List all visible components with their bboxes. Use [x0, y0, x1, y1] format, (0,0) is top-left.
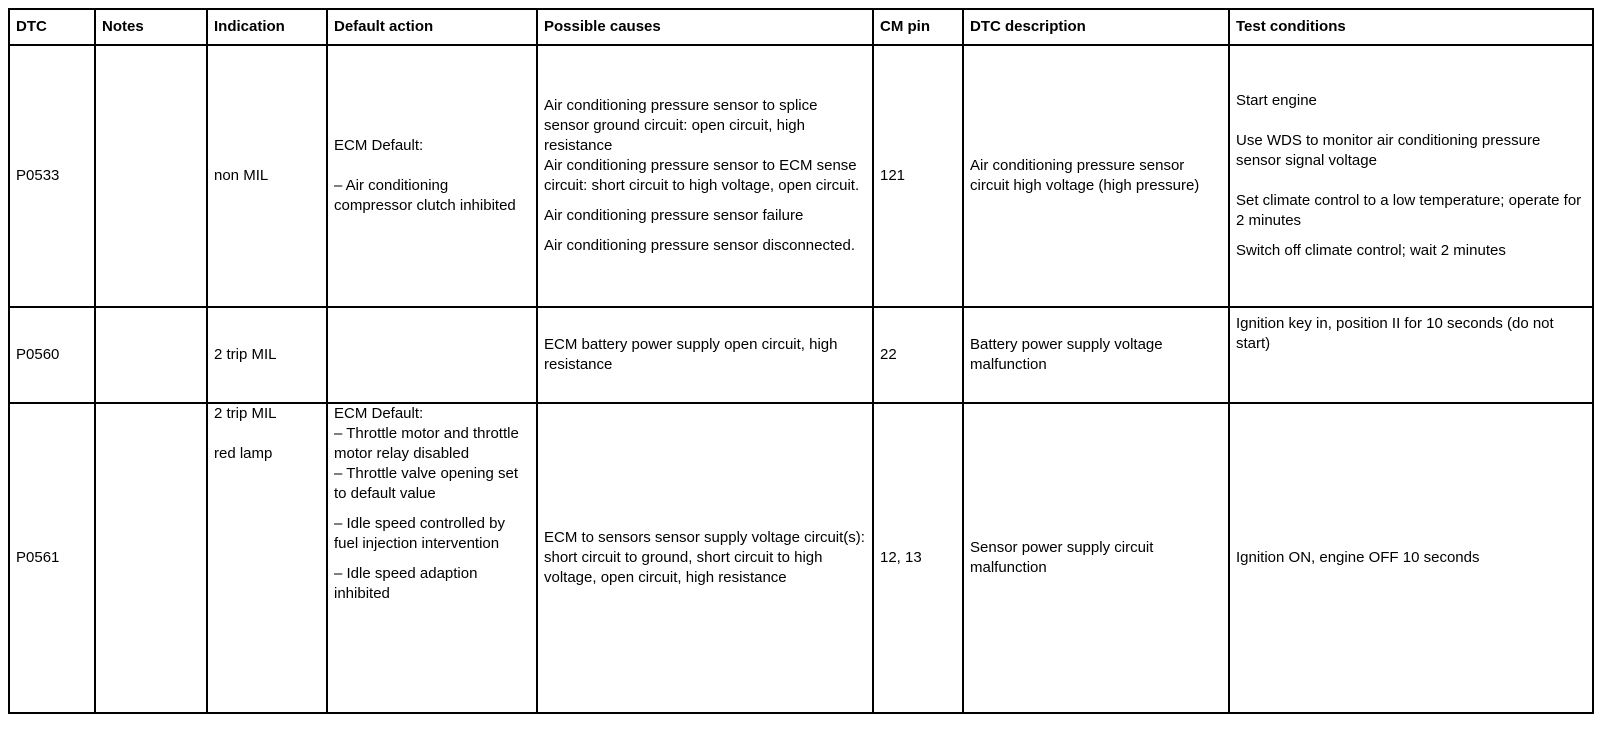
table-row — [9, 403, 1593, 713]
header-indication: Indication — [207, 9, 327, 45]
dtc-code: P0560 — [9, 307, 95, 403]
test-conditions-cell — [1229, 45, 1593, 307]
notes-cell — [95, 403, 207, 713]
dtc-code: P0561 — [9, 403, 95, 713]
default-action-title: ECM Default: — [334, 137, 424, 154]
default-action-item: – Air conditioning compressor clutch inhibited — [334, 177, 516, 214]
test-condition: Use WDS to monitor air conditioning pressure sensor signal voltage — [1236, 132, 1541, 169]
indication-line: 2 trip MIL — [214, 405, 277, 422]
possible-causes-cell — [537, 45, 873, 307]
test-conditions-cell: Ignition key in, position II for 10 seconds (do not start) — [1229, 307, 1593, 403]
cm-pin-cell: 121 — [873, 45, 963, 307]
default-action-title: ECM Default: — [334, 405, 424, 422]
header-dtc-description: DTC description — [963, 9, 1229, 45]
default-action-item: – Throttle motor and throttle motor relay disabled — [334, 425, 519, 462]
possible-cause: Air conditioning pressure sensor failure — [544, 207, 804, 224]
test-condition: Switch off climate control; wait 2 minutes — [1236, 242, 1506, 259]
dtc-description-cell: Battery power supply voltage malfunction — [963, 307, 1229, 403]
header-notes: Notes — [95, 9, 207, 45]
possible-cause: Air conditioning pressure sensor to splice sensor ground circuit: open circuit, high resistance — [544, 97, 818, 154]
test-conditions-cell: Ignition ON, engine OFF 10 seconds — [1229, 403, 1593, 713]
possible-causes-cell: ECM to sensors sensor supply voltage circuit(s): short circuit to ground, short circuit to high voltage, open circuit, high resistance — [537, 403, 873, 713]
notes-cell — [95, 307, 207, 403]
default-action-item: – Throttle valve opening set to default value — [334, 465, 519, 502]
cm-pin-cell: 12, 13 — [873, 403, 963, 713]
default-action-item: – Idle speed adaption inhibited — [334, 565, 478, 602]
test-condition: Start engine — [1236, 92, 1317, 109]
header-default-action: Default action — [327, 9, 537, 45]
table-row — [9, 307, 1593, 403]
test-condition: Set climate control to a low temperature; operate for 2 minutes — [1236, 192, 1582, 229]
header-possible-causes: Possible causes — [537, 9, 873, 45]
indication-line: red lamp — [214, 445, 273, 462]
default-action-cell — [327, 403, 537, 713]
dtc-code: P0533 — [9, 45, 95, 307]
indication-cell — [207, 403, 327, 713]
indication-cell: non MIL — [207, 45, 327, 307]
header-cm-pin: CM pin — [873, 9, 963, 45]
default-action-cell — [327, 45, 537, 307]
possible-cause: Air conditioning pressure sensor to ECM sense circuit: short circuit to high voltage, open circuit. — [544, 157, 860, 194]
indication-cell: 2 trip MIL — [207, 307, 327, 403]
possible-causes-cell: ECM battery power supply open circuit, high resistance — [537, 307, 873, 403]
default-action-cell — [327, 307, 537, 403]
header-dtc: DTC — [9, 9, 95, 45]
table-row — [9, 45, 1593, 307]
dtc-description-cell: Air conditioning pressure sensor circuit high voltage (high pressure) — [963, 45, 1229, 307]
header-test-conditions: Test conditions — [1229, 9, 1593, 45]
dtc-description-cell: Sensor power supply circuit malfunction — [963, 403, 1229, 713]
possible-cause: Air conditioning pressure sensor disconnected. — [544, 237, 856, 254]
table-header-row — [9, 9, 1593, 45]
cm-pin-cell: 22 — [873, 307, 963, 403]
default-action-item: – Idle speed controlled by fuel injection intervention — [334, 515, 505, 552]
dtc-table — [8, 8, 1594, 714]
notes-cell — [95, 45, 207, 307]
